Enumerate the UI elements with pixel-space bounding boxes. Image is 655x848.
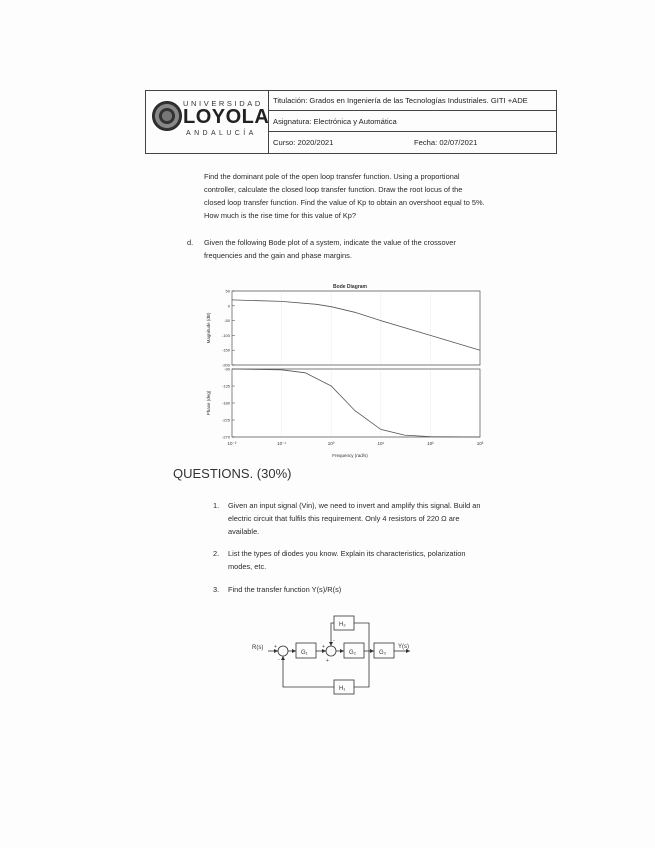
arrow-head [292,649,296,653]
text-line: Given the following Bode plot of a system, indicate the value of the crossover [204,238,456,247]
questions-title: QUESTIONS. (30%) [173,466,292,481]
section-d-marker: d. [187,238,194,247]
text-line: How much is the rise time for this value of Kp? [204,211,356,220]
text-line: frequencies and the gain and phase margins. [204,251,352,260]
text-line: List the types of diodes you know. Explain its characteristics, polarization [228,549,466,558]
arrow-head [340,649,344,653]
text-line: modes, etc. [228,562,267,571]
text-line: Given an input signal (Vin), we need to invert and amplify this signal. Build an [228,501,481,510]
y-tick-label: -90 [224,366,230,372]
seal-icon [152,101,182,131]
summing-junction-1 [278,646,288,656]
y-tick-label: -100 [221,332,230,338]
output-label: Y(s) [398,644,409,650]
feedback-h1-line [354,651,369,687]
x-tick-label: 10³ [476,441,484,446]
exam-header [145,90,557,154]
feedback-h2-line [354,623,369,651]
x-tick-label: 10⁻² [227,441,237,446]
sum2-minus-sign: - [333,638,335,644]
logo-loyola: LOYOLA [183,106,270,128]
plot-frame [232,369,480,437]
sum1-plus-sign: + [274,644,277,650]
text-line: controller, calculate the closed loop transfer function. Draw the root locus of the [204,185,463,194]
text-line: electric circuit that fulfils this requirement. Only 4 resistors of 220 Ω are [228,514,460,523]
y-tick-label: -50 [224,318,230,324]
y-tick-label: -200 [221,362,230,368]
logo-universidad: UNIVERSIDAD [183,99,263,108]
chart-title: Bode Diagram [333,284,367,290]
arrow-head [370,649,374,653]
block-diagram [248,604,416,704]
y-tick-label: -135 [221,383,230,389]
x-tick-label: 10⁰ [327,441,335,446]
q1-text [228,499,481,538]
h1-label: H₁ [339,686,346,692]
q2-marker: 2. [213,549,220,558]
q3-marker: 3. [213,585,220,594]
block-diagram-svg [248,604,416,704]
x-axis-label: Frequency (rad/s) [332,453,368,458]
x-tick-label: 10⁻¹ [277,441,287,446]
g1-label: G₁ [301,650,308,656]
bode-svg [198,281,488,459]
text-line: closed loop transfer function. Find the value of Kp to obtain an overshoot equal to 5%. [204,198,485,207]
h2-label: H₂ [339,622,346,628]
y-tick-label: -180 [221,400,230,406]
y-tick-label: 50 [225,288,230,294]
sum2-plus-sign: + [322,644,325,650]
g2-label: G₂ [349,650,356,656]
y-tick-label: -225 [221,417,230,423]
section-c-text [204,170,485,222]
q2-text [228,547,465,573]
y-tick-label: -150 [221,347,230,353]
input-label: R(s) [252,645,264,651]
y-tick-label: -270 [221,434,230,440]
logo-andalucia: ANDALUCÍA [186,130,257,137]
sum2-plus-sign-lower: + [326,658,329,664]
g3-label: G₃ [379,650,387,656]
university-logo [146,91,269,153]
summing-junction-2 [326,646,336,656]
q1-marker: 1. [213,501,220,510]
text-line: Find the dominant pole of the open loop transfer function. Using a proportional [204,172,460,181]
bode-diagram [198,281,488,459]
y-tick-label: 0 [227,303,230,309]
curso-fecha-row [269,133,556,153]
section-d-text [204,236,456,262]
asignatura: Asignatura: Electrónica y Automática [269,112,556,132]
x-tick-label: 10¹ [377,441,385,446]
text-line: available. [228,527,260,536]
q3-text [228,583,341,596]
magnitude-axis-label: Magnitude (dB) [206,312,211,344]
text-line: Find the transfer function Y(s)/R(s) [228,585,342,594]
curso: Curso: 2020/2021 [273,138,334,147]
sum1-minus-sign: - [278,657,280,663]
arrow-head [281,656,285,660]
x-tick-label: 10² [427,441,434,446]
fecha: Fecha: 02/07/2021 [414,138,478,147]
phase-axis-label: Phase (deg) [206,390,211,416]
titulacion: Titulación: Grados en Ingeniería de las Tecnologías Industriales. GITI +ADE [269,91,556,111]
plot-frame [232,291,480,365]
